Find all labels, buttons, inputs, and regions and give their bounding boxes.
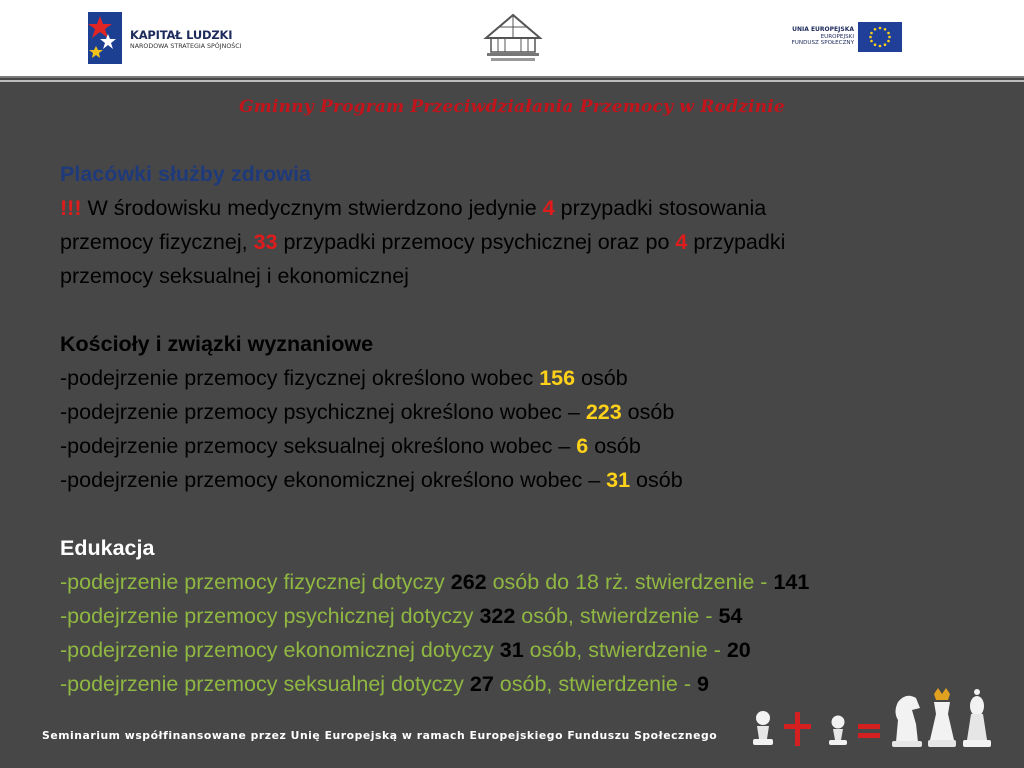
kapital-ludzki-logo	[88, 12, 258, 64]
education-heading: Edukacja	[60, 536, 155, 560]
bishop-icon	[963, 689, 991, 747]
church-row-text: -podejrzenie przemocy seksualnej określono wobec	[60, 434, 559, 458]
eu-line-2: EUROPEJSKI	[820, 34, 854, 40]
education-row-suspected: 262	[450, 570, 487, 594]
church-heading: Kościoły i związki wyznaniowe	[60, 332, 374, 356]
spacer	[60, 293, 960, 327]
header-divider-light	[0, 80, 1024, 82]
education-row-mid: osób, stwierdzenie -	[523, 638, 727, 662]
health-line-1	[60, 191, 960, 225]
eu-social-fund-logo	[760, 20, 910, 58]
health-count-3: 4	[675, 230, 688, 254]
church-row-text: -podejrzenie przemocy psychicznej określono wobec	[60, 400, 568, 424]
plus-sign-icon	[784, 712, 811, 746]
equals-sign-icon	[858, 724, 880, 738]
education-row-text: -podejrzenie przemocy fizycznej dotyczy	[60, 570, 451, 594]
education-row-mid: osób, stwierdzenie -	[493, 672, 697, 696]
spacer	[60, 497, 960, 531]
church-row	[60, 395, 960, 429]
education-row-suspected: 322	[479, 604, 516, 628]
church-row-unit: osób	[588, 434, 641, 458]
church-row-value: 6	[576, 434, 589, 458]
header-band	[0, 0, 1024, 76]
health-text-1a: W środowisku medycznym stwierdzono jedynie	[81, 196, 543, 220]
alert-marker: !!!	[60, 196, 82, 220]
house-emblem-icon	[483, 12, 543, 64]
pawn-icon	[829, 716, 847, 746]
kapital-ludzki-title: KAPITAŁ LUDZKI	[130, 28, 233, 42]
church-row-value: 223	[585, 400, 622, 424]
education-row-text: -podejrzenie przemocy ekonomicznej dotyczy	[60, 638, 500, 662]
education-row-confirmed: 141	[773, 570, 810, 594]
church-row-unit: osób	[575, 366, 628, 390]
church-row-value: 156	[539, 366, 576, 390]
health-heading: Placówki służby zdrowia	[60, 162, 311, 186]
church-row-unit: osób	[621, 400, 675, 424]
church-row	[60, 429, 960, 463]
header-divider	[0, 76, 1024, 78]
church-row-unit: osób	[630, 468, 683, 492]
education-row-mid: osób do 18 rż. stwierdzenie -	[486, 570, 774, 594]
health-text-2a: przemocy fizycznej,	[60, 230, 254, 254]
health-line-3: przemocy seksualnej i ekonomicznej	[60, 264, 409, 288]
education-row	[60, 565, 960, 599]
county-house-logo	[483, 12, 543, 64]
church-row	[60, 463, 960, 497]
church-row-text: -podejrzenie przemocy ekonomicznej określono wobec	[60, 468, 589, 492]
chess-pieces-illustration	[748, 684, 998, 750]
eu-line-3: FUNDUSZ SPOŁECZNY	[791, 40, 854, 46]
health-text-2b: przypadki przemocy psychicznej oraz po	[277, 230, 676, 254]
health-line-2	[60, 225, 960, 259]
eu-flag-icon	[858, 22, 902, 52]
education-row	[60, 633, 960, 667]
church-row-dash: –	[588, 468, 607, 492]
education-row-mid: osób, stwierdzenie -	[515, 604, 719, 628]
health-count-1: 4	[542, 196, 555, 220]
king-icon	[928, 688, 956, 747]
church-row	[60, 361, 960, 395]
education-row	[60, 599, 960, 633]
health-count-2: 33	[253, 230, 278, 254]
kapital-ludzki-emblem-icon	[88, 12, 124, 64]
education-row-suspected: 27	[469, 672, 494, 696]
church-row-dash: –	[558, 434, 577, 458]
education-row-confirmed: 9	[696, 672, 709, 696]
knight-icon	[892, 696, 922, 747]
education-row-confirmed: 54	[718, 604, 743, 628]
eu-line-1: UNIA EUROPEJSKA	[792, 26, 854, 33]
health-text-1b: przypadki stosowania	[554, 196, 767, 220]
education-row-suspected: 31	[499, 638, 524, 662]
education-row-confirmed: 20	[726, 638, 751, 662]
church-row-value: 31	[606, 468, 631, 492]
pawn-icon	[753, 711, 773, 745]
kapital-ludzki-subtitle: NARODOWA STRATEGIA SPÓJNOŚCI	[130, 43, 242, 50]
church-row-dash: –	[567, 400, 586, 424]
health-text-2c: przypadki	[687, 230, 786, 254]
footer-cofinancing-note: Seminarium współfinansowane przez Unię Europejską w ramach Europejskiego Funduszu Społecznego	[42, 729, 718, 742]
slide-content	[60, 157, 960, 701]
education-row-text: -podejrzenie przemocy psychicznej dotyczy	[60, 604, 480, 628]
education-row-text: -podejrzenie przemocy seksualnej dotyczy	[60, 672, 470, 696]
church-row-text: -podejrzenie przemocy fizycznej określono wobec	[60, 366, 540, 390]
slide-title: Gminny Program Przeciwdziałania Przemocy w Rodzinie	[239, 97, 785, 117]
